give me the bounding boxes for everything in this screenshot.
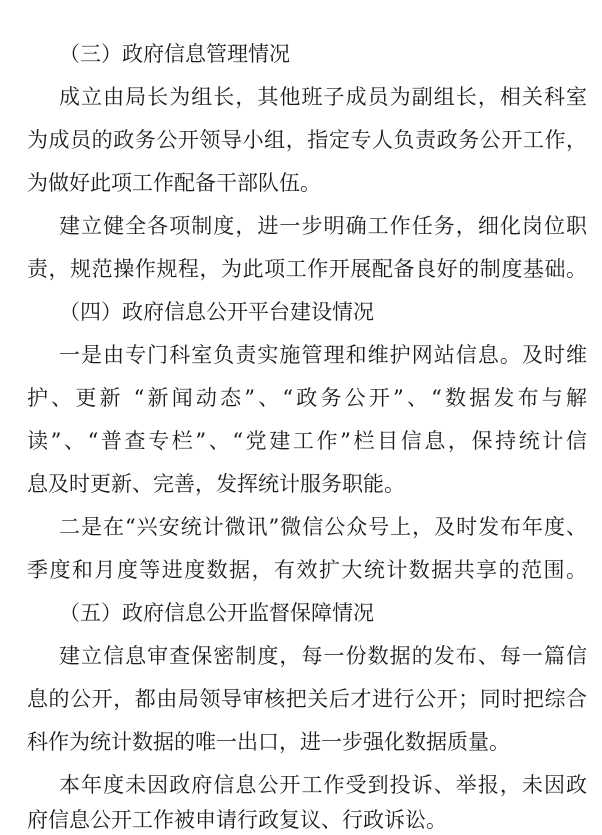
paragraph-line: 责，规范操作规程，为此项工作开展配备良好的制度基础。 <box>27 257 587 281</box>
paragraph-line: 一是由专门科室负责实施管理和维护网站信息。及时维 <box>59 343 587 367</box>
paragraph-line: 二是在“兴安统计微讯”微信公众号上，及时发布年度、 <box>59 515 587 539</box>
paragraph-line: 为做好此项工作配备干部队伍。 <box>27 171 321 195</box>
paragraph-line: 季度和月度等进度数据，有效扩大统计数据共享的范围。 <box>27 558 587 582</box>
paragraph-line: 科作为统计数据的唯一出口，进一步强化数据质量。 <box>27 730 510 754</box>
paragraph-line: 息及时更新、完善，发挥统计服务职能。 <box>27 472 405 496</box>
paragraph-line: 成立由局长为组长，其他班子成员为副组长，相关科室 <box>59 85 587 109</box>
section-heading: （五）政府信息公开监督保障情况 <box>59 601 374 625</box>
paragraph-line: 本年度未因政府信息公开工作受到投诉、举报，未因政 <box>59 773 587 797</box>
paragraph-line: 建立健全各项制度，进一步明确工作任务，细化岗位职 <box>59 214 587 238</box>
section-heading: （三）政府信息管理情况 <box>59 42 290 66</box>
paragraph-line: 建立信息审查保密制度，每一份数据的发布、每一篇信 <box>59 644 587 668</box>
paragraph-line: 护、更新 “新闻动态”、“政务公开”、“数据发布与解 <box>27 386 587 410</box>
paragraph-line: 为成员的政务公开领导小组，指定专人负责政务公开工作， <box>27 128 587 152</box>
paragraph-line: 息的公开，都由局领导审核把关后才进行公开；同时把综合 <box>27 687 587 711</box>
paragraph-line: 读”、“普查专栏”、“党建工作”栏目信息，保持统计信 <box>27 429 587 453</box>
paragraph-line: 府信息公开工作被申请行政复议、行政诉讼。 <box>27 808 447 832</box>
section-heading: （四）政府信息公开平台建设情况 <box>59 300 374 324</box>
